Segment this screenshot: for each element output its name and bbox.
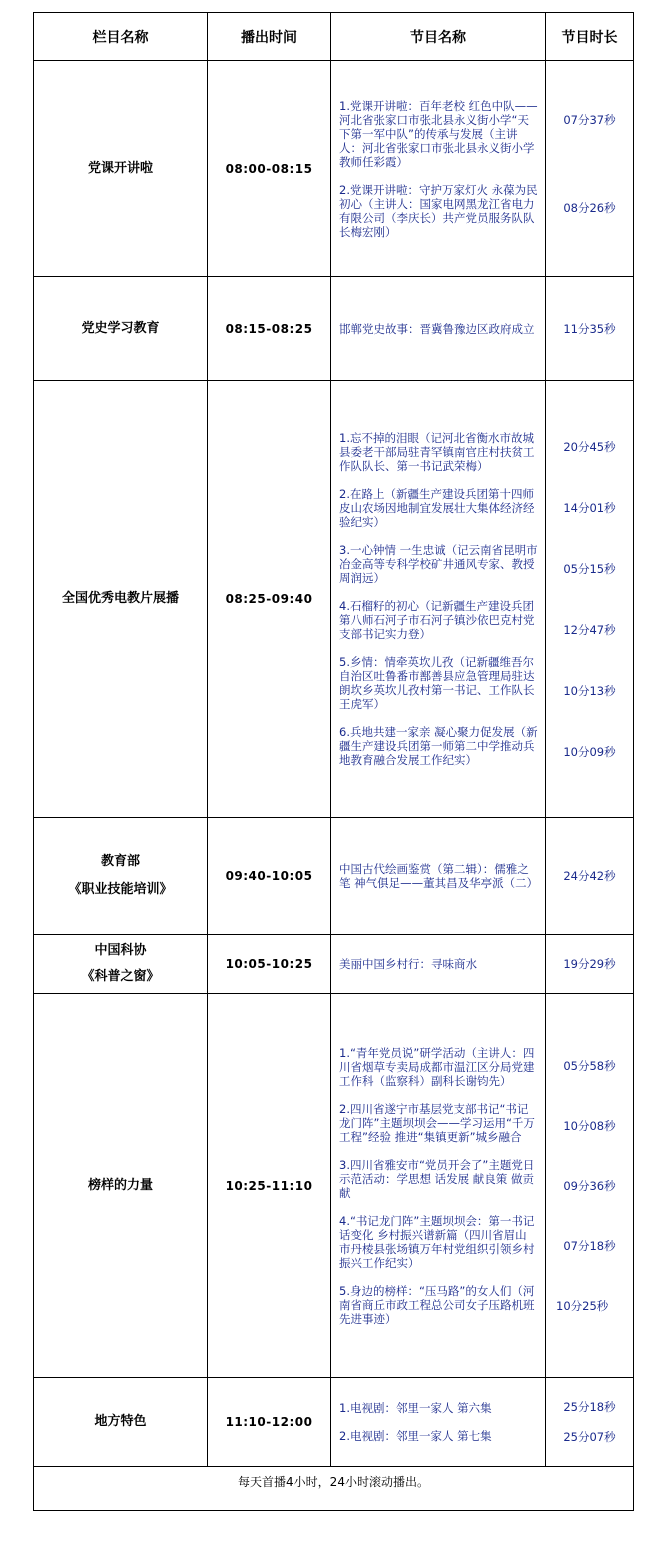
program-item: 4.“书记龙门阵”主题坝坝会：第一书记话变化 乡村振兴谱新篇（四川省眉山市丹棱县张场镇万年村党组织引领乡村振兴工作纪实）: [339, 1213, 535, 1270]
duration-cell: [546, 994, 634, 1378]
program-item: 6.兵地共建一家亲 凝心聚力促发展（新疆生产建设兵团第一师第二中学推动兵地教育融合发展工作纪实）: [339, 725, 538, 767]
duration-cell: [546, 1378, 634, 1467]
duration: 10分13秒: [563, 683, 616, 698]
program-item: 4.石榴籽的初心（记新疆生产建设兵团第八师石河子市石河子镇沙依巴克村党支部书记实力登）: [339, 599, 535, 641]
column-name: 教育部: [100, 854, 140, 869]
program-cell: [331, 277, 546, 381]
program-cell: [331, 61, 546, 277]
header-air-time: 播出时间: [208, 13, 331, 61]
air-time: 09:40-10:05: [208, 818, 331, 935]
footer-note: 每天首播4小时，24小时滚动播出。: [34, 1467, 634, 1511]
table-row: [34, 277, 634, 381]
program-item: 1.忘不掉的泪眼（记河北省衡水市故城县委老干部局驻青罕镇南官庄村扶贫工作队队长、第一书记武荣梅）: [339, 431, 535, 473]
column-name: 地方特色: [94, 1414, 147, 1429]
header-program-name: 节目名称: [331, 13, 546, 61]
column-name-cell: [34, 818, 208, 935]
program-item: 2.电视剧：邻里一家人 第七集: [339, 1429, 492, 1443]
duration-cell: [546, 277, 634, 381]
program-item: 邯郸党史故事：晋冀鲁豫边区政府成立: [339, 321, 535, 336]
table-row: [34, 935, 634, 994]
duration-cell: [546, 381, 634, 818]
duration-cell: [546, 61, 634, 277]
column-name: 中国科协: [94, 943, 147, 958]
duration: 09分36秒: [563, 1178, 616, 1193]
air-time: 08:00-08:15: [208, 61, 331, 277]
duration: 12分47秒: [563, 622, 616, 637]
program-item: 美丽中国乡村行：寻味商水: [339, 957, 477, 971]
duration-cell: [546, 818, 634, 935]
duration: 20分45秒: [563, 439, 616, 454]
table-row: [34, 381, 634, 818]
program-cell: [331, 994, 546, 1378]
program-item: 1.电视剧：邻里一家人 第六集: [339, 1401, 492, 1415]
column-name-cell: [34, 1378, 208, 1467]
duration: 05分15秒: [563, 561, 616, 576]
program-cell: [331, 1378, 546, 1467]
program-item: 1.党课开讲啦：百年老校 红色中队——河北省张家口市张北县永义街小学“天下第一军中队”的传承与发展（主讲人：河北省张家口市张北县永义街小学教师任彩霞）: [339, 98, 538, 169]
program-cell: [331, 381, 546, 818]
air-time: 11:10-12:00: [208, 1378, 331, 1467]
header-duration: 节目时长: [546, 13, 634, 61]
duration: 14分01秒: [563, 500, 616, 515]
header-row: [34, 13, 634, 61]
duration: 10分08秒: [563, 1118, 616, 1133]
program-item: 中国古代绘画鉴赏（第二辑）：儒雅之笔 神气俱足——董其昌及华亭派（二）: [339, 862, 539, 890]
program-cell: [331, 935, 546, 994]
program-item: 2.四川省遂宁市基层党支部书记“书记龙门阵”主题坝坝会——学习运用“千万工程”经验 推进“集镇更新”城乡融合: [339, 1101, 535, 1144]
program-item: 1.“青年党员说”研学活动（主讲人：四川省烟草专卖局成都市温江区分局党建工作科（监察科）副科长谢钧先）: [339, 1045, 535, 1088]
duration: 10分25秒: [556, 1298, 609, 1313]
program-item: 5.乡情：情牵英坎儿孜（记新疆维吾尔自治区吐鲁番市鄯善县应急管理局驻达朗坎乡英坎儿孜村第一书记、工作队长王虎军）: [339, 655, 535, 711]
program-item: 3.一心钟情 一生忠诚（记云南省昆明市冶金高等专科学校矿井通风专家、教授周润远）: [339, 543, 538, 585]
table-row: [34, 1378, 634, 1467]
footer-row: [34, 1467, 634, 1511]
table-row: [34, 61, 634, 277]
column-name-cell: [34, 381, 208, 818]
program-item: 3.四川省雅安市“党员开会了”主题党日示范活动：学思想 话发展 献良策 做贡献: [339, 1157, 535, 1200]
duration: 25分18秒: [563, 1400, 616, 1414]
column-name-cell: [34, 994, 208, 1378]
duration: 05分58秒: [563, 1058, 616, 1073]
air-time: 08:25-09:40: [208, 381, 331, 818]
air-time: 10:05-10:25: [208, 935, 331, 994]
program-item: 2.党课开讲啦：守护万家灯火 永葆为民初心（主讲人：国家电网黑龙江省电力有限公司（李庆长）共产党员服务队队长梅宏刚）: [339, 182, 538, 239]
column-name: 党史学习教育: [81, 320, 160, 336]
table-row: [34, 818, 634, 935]
program-cell: [331, 818, 546, 935]
duration: 25分07秒: [563, 1430, 616, 1444]
program-item: 2.在路上（新疆生产建设兵团第十四师皮山农场因地制宜发展壮大集体经济经验纪实）: [339, 487, 535, 529]
air-time: 08:15-08:25: [208, 277, 331, 381]
duration: 11分35秒: [563, 321, 616, 336]
column-name-cell: [34, 935, 208, 994]
table-row: [34, 994, 634, 1378]
column-name: 全国优秀电教片展播: [61, 591, 179, 606]
duration: 24分42秒: [563, 869, 616, 883]
duration: 08分26秒: [563, 200, 616, 215]
duration: 07分37秒: [563, 112, 616, 127]
program-item: 5.身边的榜样：“压马路”的女人们（河南省商丘市政工程总公司女子压路机班先进事迹）: [339, 1283, 535, 1326]
header-column-name: 栏目名称: [34, 13, 208, 61]
column-name: 榜样的力量: [87, 1177, 153, 1193]
duration: 10分09秒: [563, 744, 616, 759]
column-name-cell: [34, 61, 208, 277]
column-subname: 《职业技能培训》: [68, 882, 173, 897]
column-subname: 《科普之窗》: [81, 969, 160, 984]
duration: 07分18秒: [563, 1238, 616, 1253]
column-name: 党课开讲啦: [87, 160, 153, 176]
duration-cell: [546, 935, 634, 994]
schedule-table: [33, 12, 634, 1511]
column-name-cell: [34, 277, 208, 381]
air-time: 10:25-11:10: [208, 994, 331, 1378]
duration: 19分29秒: [563, 957, 616, 971]
